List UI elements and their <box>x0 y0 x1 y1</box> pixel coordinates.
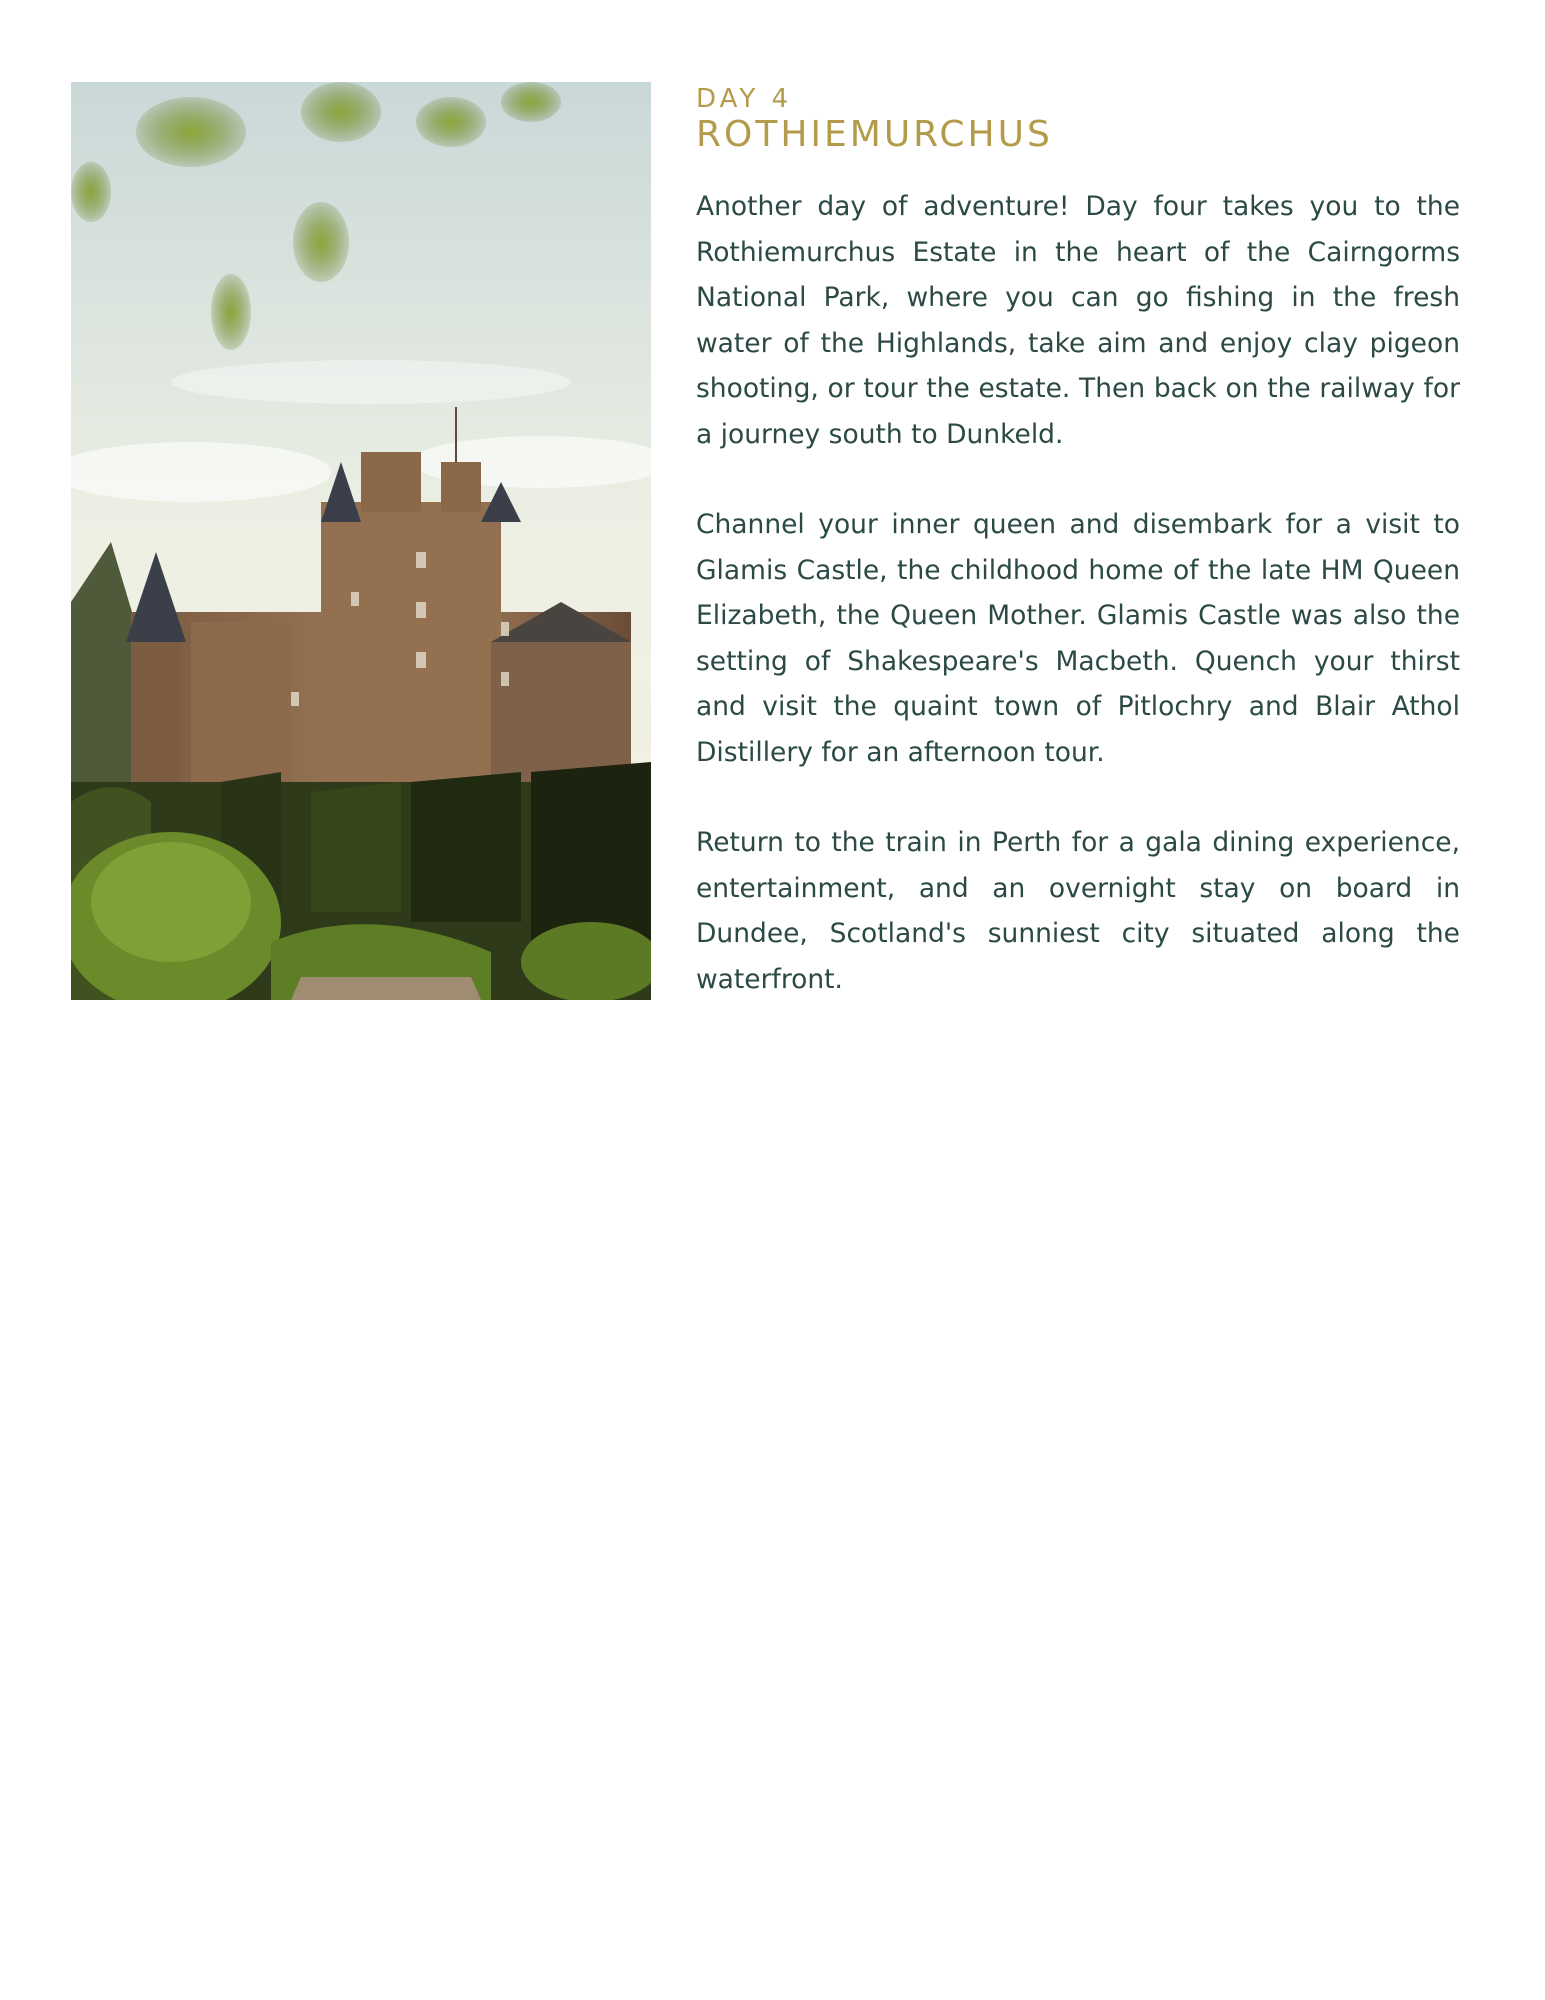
castle-photo <box>71 82 651 1000</box>
paragraph-1: Another day of adventure! Day four takes you to the Rothiemurchus Estate in the heart of the Cairngorms National Park, where you can go fishing in the fresh water of the Highlands, take aim and enjoy clay pigeon shooting, or tour the estate. Then back on the railway for a journey south to Dunkeld. <box>696 191 1460 450</box>
day-label: DAY 4 <box>696 84 793 114</box>
castle-illustration <box>71 82 651 1000</box>
paragraph-2: Channel your inner queen and disembark for a visit to Glamis Castle, the childhood home of the late HM Queen Elizabeth, the Queen Mother. Glamis Castle was also the setting of Shakespeare's Macbeth. Quench your thirst and visit the quaint town of Pitlochry and Blair Athol Distillery for an afternoon tour. <box>696 509 1460 768</box>
page-title: ROTHIEMURCHUS <box>696 114 1053 155</box>
paragraph-3: Return to the train in Perth for a gala dining experience, entertainment, and an overnight stay on board in Dundee, Scotland's sunniest city situated along the waterfront. <box>696 827 1460 995</box>
itinerary-text-column <box>696 84 1460 1047</box>
